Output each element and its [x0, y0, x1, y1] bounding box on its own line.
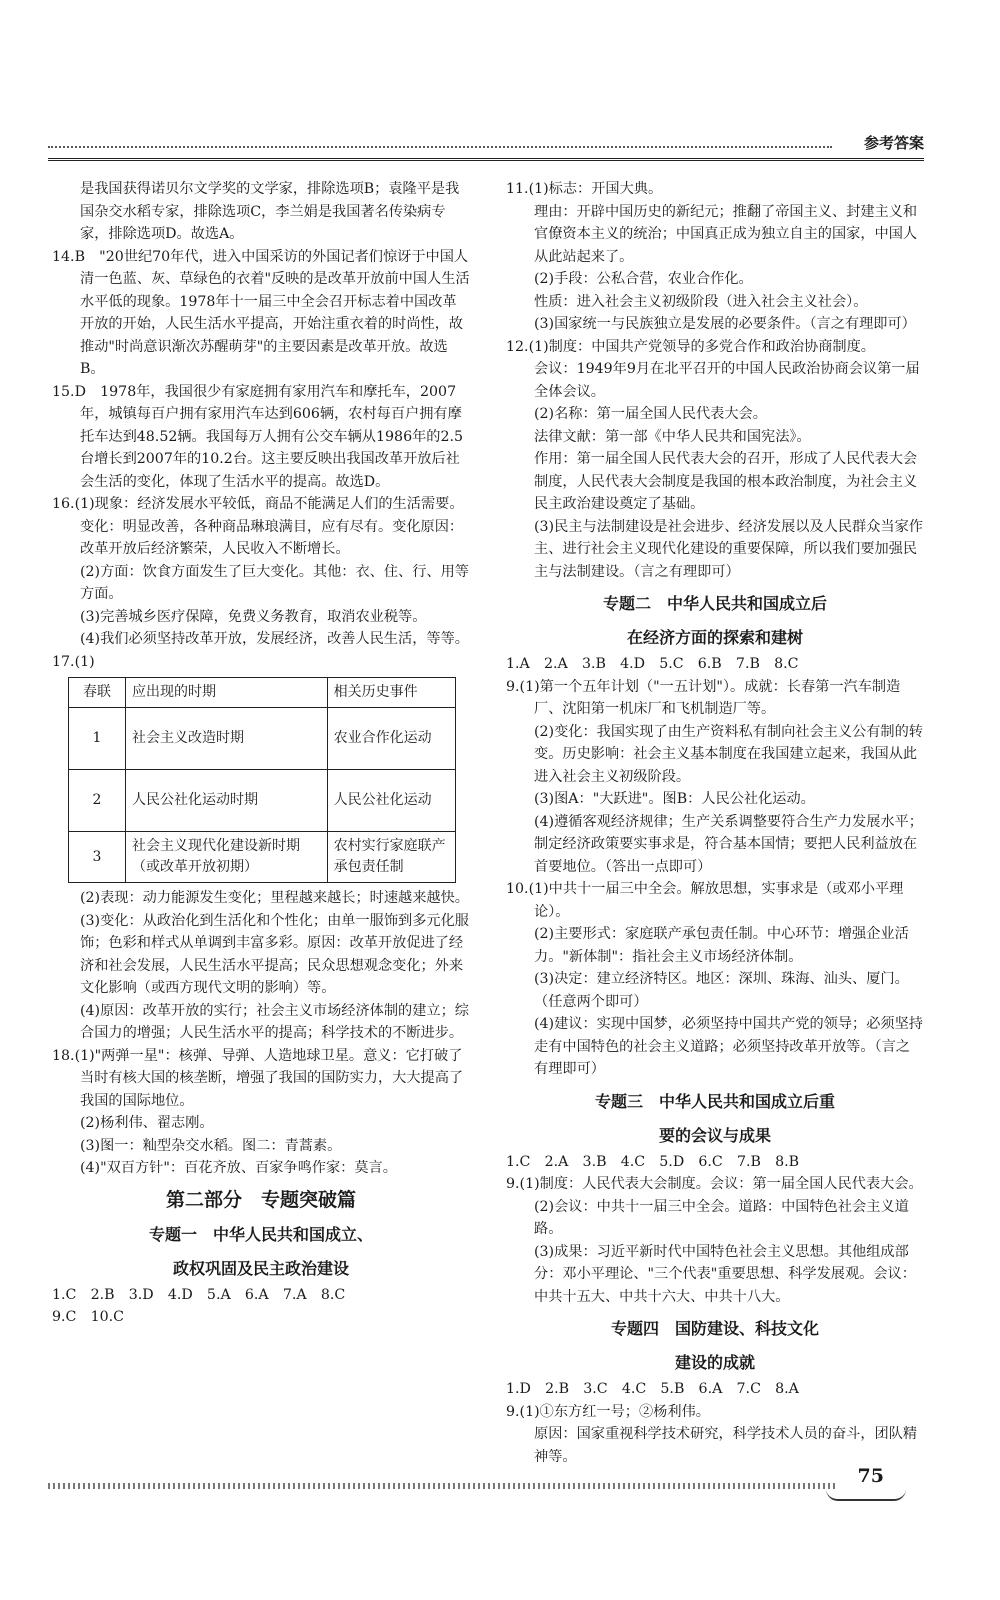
table-cell: 3 — [69, 832, 126, 883]
answer-paragraph: 性质：进入社会主义初级阶段（进入社会主义社会）。 — [534, 293, 868, 310]
topic4-title-line2: 建设的成就 — [674, 1353, 755, 1372]
answer-paragraph: 10.(1)中共十一届三中全会。解放思想，实事求是（或邓小平理论）。 — [506, 881, 904, 920]
answer-paragraph: (3)国家统一与民族独立是发展的必要条件。（言之有理即可） — [534, 316, 916, 332]
answer-paragraph: 会议：1949年9月在北平召开的中国人民政治协商会议第一届全体会议。 — [534, 361, 920, 400]
table-header-cell: 春联 — [69, 678, 126, 708]
answer-paragraph: 12.(1)制度：中国共产党领导的多党合作和政治协商制度。 — [506, 338, 875, 355]
answer-paragraph: (2)变化：我国实现了由生产资料私有制向社会主义公有制的转变。历史影响：社会主义基本制度在我国建立起来，我国从此进入社会主义初级阶段。 — [534, 723, 923, 785]
answer-paragraph: (3)变化：从政治化到生活化和个性化；由单一服饰到多元化服饰；色彩和样式从单调到丰富多彩。原因：改革开放促进了经济和社会发展，人民生活水平提高；民众思想观念变化；外来文化影响（或西方现代文明的影响）等。 — [80, 912, 469, 996]
table-cell: 农村实行家庭联产承包责任制 — [327, 832, 455, 883]
left-answers-after-table — [52, 887, 470, 1180]
answer-paragraph: 法律文献：第一部《中华人民共和国宪法》。 — [534, 428, 811, 445]
answer-paragraph: 11.(1)标志：开国大典。 — [506, 181, 663, 197]
answer-paragraph: (4)建议：实现中国梦，必须坚持中国共产党的领导；必须坚持走有中国特色的社会主义道路；必须坚持改革开放等。（言之有理即可） — [534, 1016, 923, 1077]
answer-paragraph: (4)"双百方针"：百花齐放、百家争鸣作家：莫言。 — [80, 1160, 397, 1176]
header-rule — [48, 158, 924, 161]
table-row — [69, 832, 456, 883]
table-cell: 社会主义改造时期 — [126, 708, 328, 770]
topic1-answers: 1.C 2.B 3.D 4.D 5.A 6.A 7.A 8.C — [52, 1286, 346, 1303]
answer-paragraph: 1.D 2.B 3.C 4.C 5.B 6.A 7.C 8.A — [506, 1381, 799, 1397]
part-title: 第二部分 专题突破篇 — [165, 1188, 356, 1211]
table-cell: 社会主义现代化建设新时期（或改革开放初期） — [126, 832, 328, 883]
answer-paragraph: 理由：开辟中国历史的新纪元；推翻了帝国主义、封建主义和官僚资本主义的统治；中国真正成为独立自主的国家，中国人从此站起来了。 — [534, 203, 918, 265]
answer-paragraph: (2)表现：动力能源发生变化；里程越来越长；时速越来越快。 — [80, 890, 469, 906]
answer-paragraph: 原因：国家重视科学技术研究，科学技术人员的奋斗，团队精神等。 — [534, 1426, 918, 1465]
answer-paragraph: (4)原因：改革开放的实行；社会主义市场经济体制的建立；综合国力的增强；人民生活水平的提高；科学技术的不断进步。 — [80, 1002, 469, 1041]
right-answers-top — [506, 178, 924, 583]
answer-paragraph: (3)民主与法制建设是社会进步、经济发展以及人民群众当家作主、进行社会主义现代化建设的重要保障，所以我们要加强民主与法制建设。（言之有理即可） — [534, 518, 923, 580]
answer-paragraph: (2)杨利伟、翟志刚。 — [80, 1115, 214, 1131]
answer-paragraph: (2)名称：第一届全国人民代表大会。 — [534, 406, 767, 422]
answer-paragraph: 9.(1)第一个五年计划（"一五计划"）。成就：长春第一汽车制造厂、沈阳第一机床厂和飞机制造厂等。 — [506, 678, 901, 717]
answer-paragraph: (3)完善城乡医疗保障，免费义务教育，取消农业税等。 — [80, 608, 427, 625]
answer-paragraph: (3)图A："大跃进"。图B：人民公社化运动。 — [534, 791, 815, 807]
answer-paragraph: 16.(1)现象：经济发展水平较低，商品不能满足人们的生活需要。变化：明显改善，各种商品琳琅满目，应有尽有。变化原因：改革开放后经济繁荣，人民收入不断增长。 — [52, 496, 464, 557]
table-header-cell: 相关历史事件 — [327, 678, 455, 708]
answer-paragraph: (4)遵循客观经济规律；生产关系调整要符合生产力发展水平；制定经济政策要实事求是，符合基本国情；要把人民利益放在首要地位。（答出一点即可） — [534, 813, 923, 875]
topic2-answers — [506, 653, 924, 1081]
topic3-title-line2: 要的会议与成果 — [658, 1125, 771, 1145]
page-footer — [48, 1465, 924, 1505]
topic3-title-line1: 专题三 中华人民共和国成立后重 — [594, 1091, 835, 1111]
topic1-answers: 9.C 10.C — [52, 1309, 124, 1325]
topic4-answers — [506, 1378, 924, 1468]
answer-paragraph: (2)手段：公私合营，农业合作化。 — [534, 271, 753, 287]
answer-paragraph: 17.(1) — [52, 653, 95, 670]
topic4-title-line1: 专题四 国防建设、科技文化 — [610, 1319, 819, 1338]
answer-paragraph: 1.A 2.A 3.B 4.D 5.C 6.B 7.B 8.C — [506, 656, 799, 672]
answer-table — [68, 677, 456, 883]
topic2-title-line2: 在经济方面的探索和建树 — [626, 628, 803, 647]
page-number-ornament — [826, 1489, 906, 1501]
answer-paragraph: 作用：第一届全国人民代表大会的召开，形成了人民代表大会制度，人民代表大会制度是我国的根本政治制度，为社会主义民主政治建设奠定了基础。 — [534, 451, 918, 512]
left-column — [52, 178, 470, 1329]
answer-paragraph: (2)会议：中共十一届三中全会。道路：中国特色社会主义道路。 — [534, 1198, 909, 1237]
answer-paragraph: (3)成果：习近平新时代中国特色社会主义思想。其他组成部分：邓小平理论、"三个代表"重要思想、科学发展观。会议：中共十五大、中共十六大、中共十八大。 — [534, 1243, 916, 1305]
table-row — [69, 708, 456, 770]
answer-paragraph: 9.(1)制度：人民代表大会制度。会议：第一届全国人民代表大会。 — [506, 1176, 923, 1192]
table-cell: 人民公社化运动 — [327, 770, 455, 832]
page-header — [48, 128, 924, 168]
answer-paragraph: (2)主要形式：家庭联产承包责任制。中心环节：增强企业活力。"新体制"：指社会主义市场经济体制。 — [534, 926, 909, 965]
answer-paragraph: 是我国获得诺贝尔文学奖的文学家，排除选项B；袁隆平是我国杂交水稻专家，排除选项C，李兰娟是我国著名传染病专家，排除选项D。故选A。 — [80, 181, 460, 242]
answer-paragraph: (3)图一：籼型杂交水稻。图二：青蒿素。 — [80, 1137, 342, 1154]
answer-paragraph: 15.D 1978年，我国很少有家庭拥有家用汽车和摩托车，2007年，城镇每百户拥有家用汽车达到606辆，农村每百户拥有摩托车达到48.52辆。我国每万人拥有公交车辆从1986年的2.5台增长到2007年的10.2台。这主要反映出我国改革开放后社会生活的变化，体现了生活水平的提高。故选D。 — [52, 383, 464, 490]
table-cell: 人民公社化运动时期 — [126, 770, 328, 832]
table-cell: 农业合作化运动 — [327, 708, 455, 770]
table-header-row — [69, 678, 456, 708]
left-answers-before-table — [52, 178, 470, 673]
topic1-title-line1: 专题一 中华人民共和国成立、 — [148, 1224, 373, 1244]
topic3-answers — [506, 1151, 924, 1309]
topic2-title-line1: 专题二 中华人民共和国成立后 — [602, 594, 827, 613]
footer-hatch-line — [48, 1483, 838, 1489]
header-title: 参考答案 — [863, 134, 924, 152]
answer-paragraph: (2)方面：饮食方面发生了巨大变化。其他：衣、住、行、用等方面。 — [80, 563, 469, 602]
topic1-title-line2: 政权巩固及民主政治建设 — [172, 1258, 349, 1278]
answer-paragraph: (3)决定：建立经济特区。地区：深圳、珠海、汕头、厦门。（任意两个即可） — [534, 971, 909, 1010]
answer-paragraph: (4)我们必须坚持改革开放，发展经济，改善人民生活，等等。 — [80, 631, 469, 647]
table-cell: 2 — [69, 770, 126, 832]
answer-paragraph: 18.(1)"两弹一星"：核弹、导弹、人造地球卫星。意义：它打破了当时有核大国的核垄断，增强了我国的国防实力，大大提高了我国的国际地位。 — [52, 1047, 464, 1109]
table-header-cell: 应出现的时期 — [126, 678, 328, 708]
table-row — [69, 770, 456, 832]
header-dotted-line — [48, 146, 832, 148]
answer-paragraph: 9.(1)①东方红一号；②杨利伟。 — [506, 1403, 710, 1420]
page-number: 75 — [857, 1465, 884, 1487]
answer-paragraph: 14.B "20世纪70年代，进入中国采访的外国记者们惊讶于中国人清一色蓝、灰、草绿色的衣着"反映的是改革开放前中国人生活水平低的现象。1978年十一届三中全会召开标志着中国改革开放的开始，人民生活水平提高，开始注重衣着的时尚性，故推动"时尚意识渐次苏醒萌芽"的主要因素是改革开放。故选B。 — [52, 248, 470, 377]
right-column — [506, 178, 924, 1468]
table-cell: 1 — [69, 708, 126, 770]
answer-paragraph: 1.C 2.A 3.B 4.C 5.D 6.C 7.B 8.B — [506, 1153, 800, 1170]
